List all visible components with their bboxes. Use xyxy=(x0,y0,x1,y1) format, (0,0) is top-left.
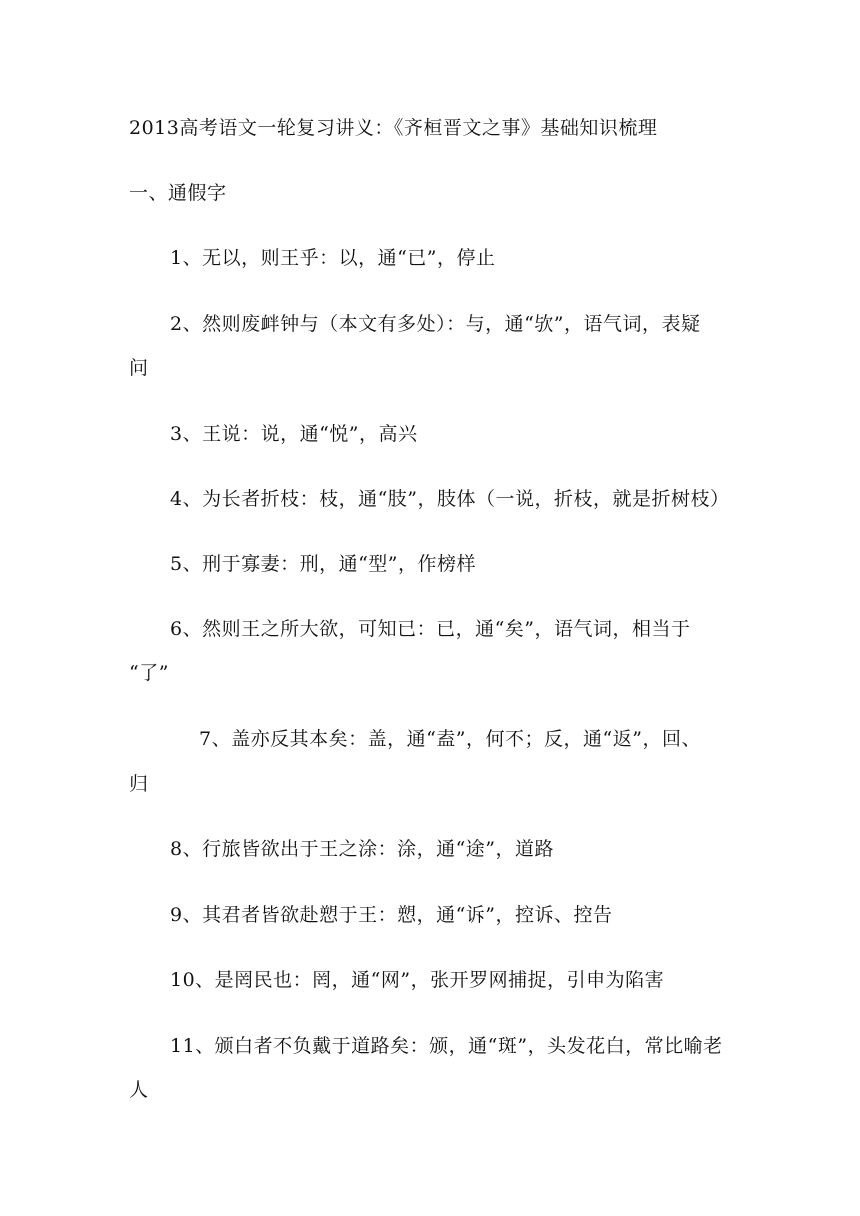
list-item-10: 10、是罔民也：罔，通“网”，张开罗网捕捉，引申为陷害 xyxy=(170,969,665,991)
section-heading: 一、通假字 xyxy=(129,182,227,204)
list-item-11-continuation: 人 xyxy=(129,1079,149,1101)
document-title: 2013高考语文一轮复习讲义：《齐桓晋文之事》基础知识梳理 xyxy=(129,117,658,139)
list-item-7-continuation: 归 xyxy=(129,773,149,795)
list-item-1: 1、无以，则王乎：以，通“已”，停止 xyxy=(170,247,496,269)
list-item-7: 7、盖亦反其本矣：盖，通“盍”，何不；反，通“返”，回、 xyxy=(199,728,701,750)
list-item-5: 5、刑于寡妻：刑，通“型”，作榜样 xyxy=(170,553,477,575)
list-item-2-continuation: 问 xyxy=(129,357,149,379)
list-item-6: 6、然则王之所大欲，可知已：已，通“矣”，语气词，相当于 xyxy=(170,618,691,640)
list-item-11: 11、颁白者不负戴于道路矣：颁，通“斑”，头发花白，常比喻老 xyxy=(170,1035,723,1057)
list-item-6-continuation: “了” xyxy=(129,662,169,684)
list-item-8: 8、行旅皆欲出于王之涂：涂，通“途”，道路 xyxy=(170,838,555,860)
list-item-9: 9、其君者皆欲赴愬于王：愬，通“诉”，控诉、控告 xyxy=(170,904,613,926)
list-item-4: 4、为长者折枝：枝，通“肢”，肢体（一说，折枝，就是折树枝） xyxy=(170,488,730,510)
list-item-3: 3、王说：说，通“悦”，高兴 xyxy=(170,423,418,445)
list-item-2: 2、然则废衅钟与（本文有多处）：与，通“欤”，语气词，表疑 xyxy=(170,313,701,335)
